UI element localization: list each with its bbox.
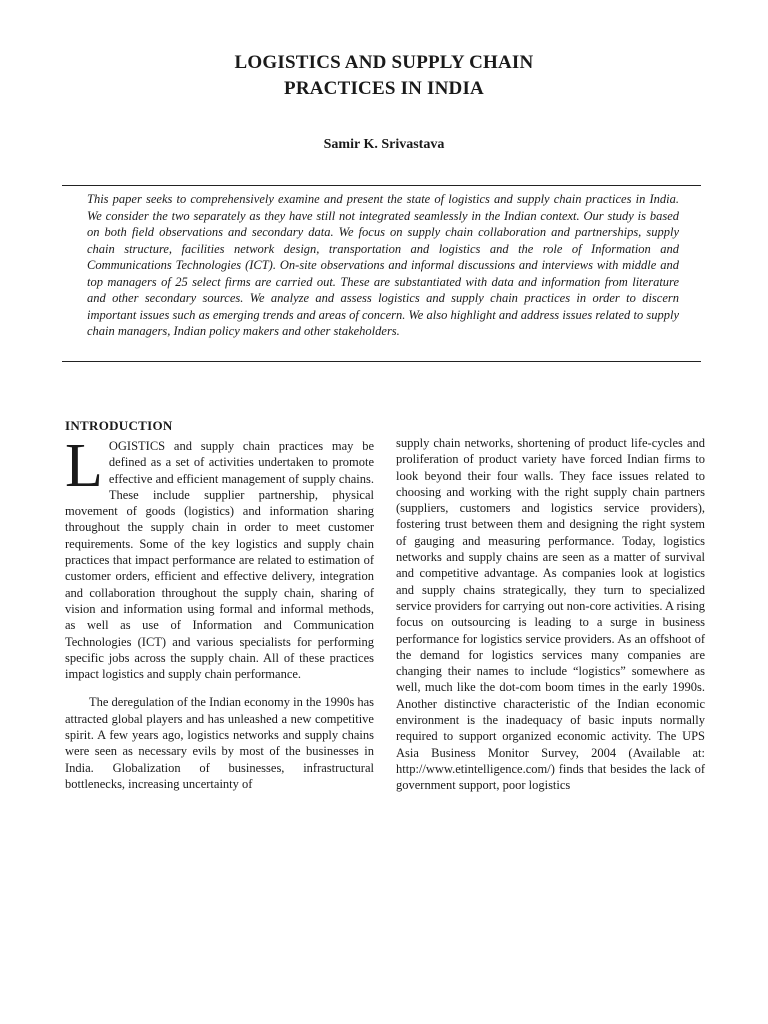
- intro-paragraph-1: [65, 432, 374, 682]
- abstract-top-rule: [62, 185, 701, 186]
- lead-word: OGISTICS: [108, 439, 166, 453]
- paper-title-line-2: PRACTICES IN INDIA: [284, 78, 484, 99]
- abstract-text: This paper seeks to comprehensively examine and present the state of logistics and supply chain practices in India. We consider the two separately as they have still not integrated seamlessly in the Indian context. Our study is based on both field observations and secondary data. We focus on supply chain collaboration and partnerships, supply chain structure, facilities network design, transportation and logistics and the role of Information and Communications Technologies (ICT). On-site observations and informal discussions and interviews with middle and top managers of 25 select firms are carried out. These are substantiated with data and information from literature and other secondary sources. We analyze and assess logistics and supply chain practices in order to discern important issues such as emerging trends and areas of concern. We also highlight and address issues related to supply chain managers, Indian policy makers and other stakeholders.: [87, 192, 679, 338]
- right-column: [396, 435, 705, 806]
- section-heading: INTRODUCTION: [65, 418, 173, 433]
- paper-title: [0, 50, 768, 102]
- abstract-bottom-rule: [62, 361, 701, 362]
- author-name: Samir K. Srivastava: [323, 137, 445, 152]
- intro-paragraph-2: The deregulation of the Indian economy in the 1990s has attracted global players and has unleashed a new competitive spirit. A few years ago, logistics networks and supply chains were seen as necessary evils by most of the businesses in India. Globalization of businesses, infrastructural bottlenecks, increasing uncertainty of: [65, 695, 374, 791]
- intro-paragraph-1-text: and supply chain practices may be defined as a set of activities undertaken to promote effective and efficient management of supply chains. These include supplier partnership, physical movement of goods (logistics) and information sharing throughout the supply chain in order to meet customer requirements. Some of the key logistics and supply chain practices that impact performance are related to estimation of customer orders, efficient and effective delivery, integration and collaboration throughout the supply chain, sharing of vision and information using formal and informal methods, as well as use of Information and Communication Technologies (ICT) and various specialists for performing specific jobs across the supply chain. All of these practices impact logistics and supply chain performance.: [65, 439, 374, 682]
- drop-cap: L: [65, 432, 103, 500]
- right-column-paragraph: supply chain networks, shortening of product life-cycles and proliferation of product variety have forced Indian firms to look beyond their four walls. They face issues related to choosing and working with the right supply chain partners (suppliers, customers and logistics service providers), fostering trust between them and designing the right system of gauging and measuring performance. Today, logistics networks and supply chains are seen as a matter of survival and competitive advantage. As companies look at logistics and supply chains strategically, they turn to specialized service providers for carrying out non-core activities. A rising focus on outsourcing is leading to a surge in business performance for logistics service providers. As an offshoot of the demand for logistics services many companies are changing their names to include “logistics” somewhere as well, much like the dot-com boom times in the early 1990s. Another distinctive characteristic of the Indian economic environment is the inadequacy of basic inputs normally required to support organized economic activity. The UPS Asia Business Monitor Survey, 2004 (Available at: http://www.etintelligence.com/) finds that besides the lack of government support, poor logistics: [396, 436, 705, 793]
- paper-title-line-1: LOGISTICS AND SUPPLY CHAIN: [234, 52, 534, 73]
- left-column: [65, 432, 374, 804]
